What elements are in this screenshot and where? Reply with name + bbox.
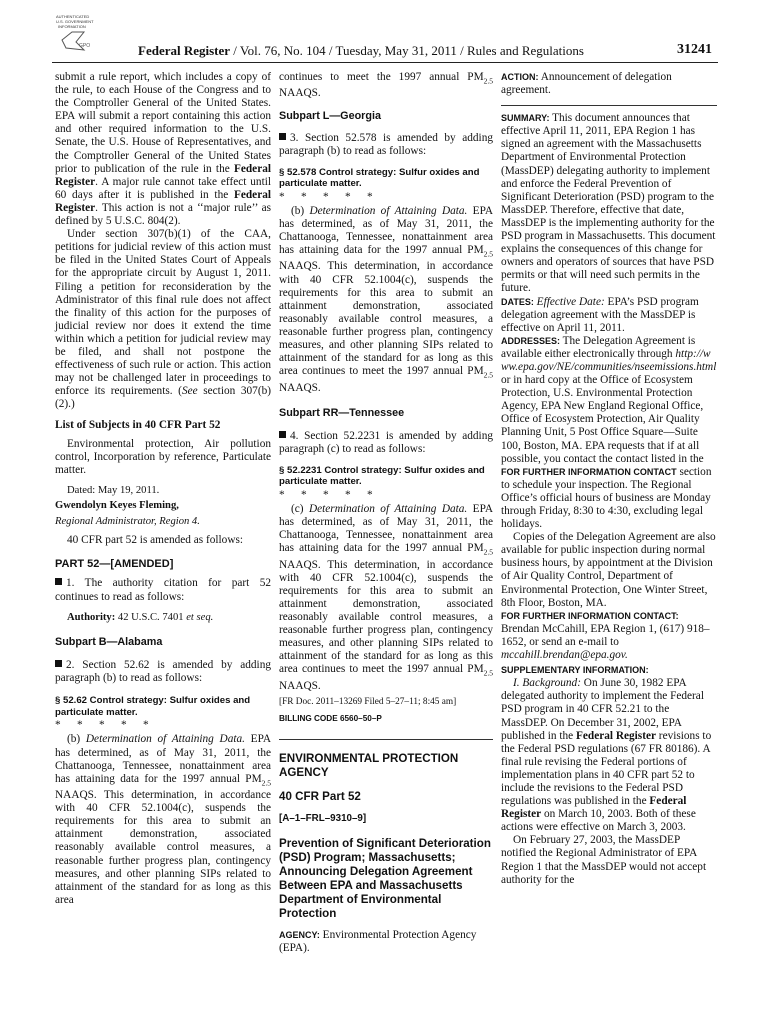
amendatory-text: 40 CFR part 52 is amended as follows: bbox=[67, 534, 244, 547]
background-paragraph: I. Background: On June 30, 1982 EPA delegated authority to implement the Federal PSD program in 40 CFR 52.21 to the MassDEP. On December 31, 2002, EPA published in the Federal Register revisions to the Federal PSD regulations (67 FR 80186). A final rule revising the Federal portions of implementation plans in 40 CFR part 52 to include the revisions to the Federal PSD regulations was published in the Federal Register on March 10, 2003. Both of these actions were effective on March 3, 2003. bbox=[501, 677, 712, 834]
ellipsis-stars: * * * * * bbox=[279, 488, 373, 501]
paragraph: continues to meet the 1997 annual $PM_{2.5}$ NAAQS. bbox=[279, 71, 493, 100]
bullet-square-icon bbox=[55, 578, 62, 585]
instruction-2: 2. Section 52.62 is amended by adding paragraph (b) to read as follows: bbox=[55, 659, 271, 685]
instruction-3: 3. Section 52.578 is amended by adding paragraph (b) to read as follows: bbox=[279, 131, 493, 157]
paragraph-b: (b) Determination of Attaining Data. EPA has determined, as of May 31, 2011, the Chattanooga, Tennessee, nonattainment area has attaining data for the 1997 annual $PM_{2.5}$ NAAQS. This determination, in accordance with 40 CFR 52.1004(c), suspends the requirements for this area to submit an attainment demonstration, associated reasonably available control measures, a reasonable further progress plan, contingency measures, and other planning SIPs related to attainment of the standard for as long as this area continues to meet the 1997 annual $PM_{2.5}$ NAAQS. bbox=[279, 204, 493, 394]
action-line: ACTION: Announcement of delegation agreement. bbox=[501, 71, 672, 97]
bullet-square-icon bbox=[55, 660, 62, 667]
billing-code: BILLING CODE 6560–50–P bbox=[279, 713, 382, 723]
document-title: Prevention of Significant Deterioration (PSD) Program; Massachusetts; Announcing Delegation Agreement Between EPA and Massachusetts Department of Environmental Protection bbox=[279, 837, 491, 920]
section-heading-52-2231: § 52.2231 Control strategy: Sulfur oxides and particulate matter. bbox=[279, 464, 485, 488]
cfr-part-heading: 40 CFR Part 52 bbox=[279, 789, 361, 803]
summary: SUMMARY: This document announces that effective April 11, 2011, EPA Region 1 has signed an agreement with the Massachusetts Department of Environmental Protection (MassDEP) delegating authority to implement and enforce the Federal Prevention of Significant Deterioration (PSD) program to the MassDEP. Therefore, effective that date, MassDEP is the implementing authority for the PSD program in Massachusetts. This document explains the consequences of this change for owners and operators of sources that have PSD permits or that will need such permits in the future. bbox=[501, 112, 716, 295]
subpart-l-heading: Subpart L—Georgia bbox=[279, 110, 381, 123]
ellipsis-stars: * * * * * bbox=[55, 719, 149, 732]
copies-paragraph: Copies of the Delegation Agreement are also available for public inspection during normal business hours, by appointment at the Division of Air Quality Control, Department of Environmental Protection, One Winter Street, 8th Floor, Boston, MA. bbox=[501, 531, 716, 609]
email-link[interactable]: mccahill.brendan@epa.gov. bbox=[501, 649, 628, 662]
svg-text:AUTHENTICATED: AUTHENTICATED bbox=[56, 14, 90, 19]
subpart-rr-heading: Subpart RR—Tennessee bbox=[279, 406, 405, 419]
dates: DATES: Effective Date: EPA’s PSD program delegation agreement with the MassDEP is effective on April 11, 2011. bbox=[501, 295, 699, 334]
signer-title: Regional Administrator, Region 4. bbox=[55, 515, 200, 527]
column-3 bbox=[501, 71, 717, 887]
section-divider bbox=[501, 105, 717, 106]
part-heading: PART 52—[AMENDED] bbox=[55, 558, 174, 571]
subpart-b-heading: Subpart B—Alabama bbox=[55, 636, 163, 649]
docket-number: [A–1–FRL–9310–9] bbox=[279, 812, 367, 824]
bullet-square-icon bbox=[279, 431, 286, 438]
subjects-heading: List of Subjects in 40 CFR Part 52 bbox=[55, 419, 221, 432]
further-information: FOR FURTHER INFORMATION CONTACT: Brendan McCahill, EPA Region 1, (617) 918–1652, or send an e-mail to mccahill.brendan@epa.gov. bbox=[501, 610, 710, 662]
addresses-link[interactable]: http://www.epa.gov/NE/communities/nseemissions.html bbox=[501, 347, 717, 373]
gpo-authenticated-seal-icon bbox=[54, 12, 102, 54]
agency-heading: ENVIRONMENTAL PROTECTION AGENCY bbox=[279, 751, 459, 779]
bullet-square-icon bbox=[279, 133, 286, 140]
column-2 bbox=[279, 71, 493, 955]
section-heading-52-62: § 52.62 Control strategy: Sulfur oxides and particulate matter. bbox=[55, 695, 251, 718]
paragraph: Under section 307(b)(1) of the CAA, petitions for judicial review of this action must be filed in the United States Court of Appeals for the appropriate circuit by August 1, 2011. Filing a petition for reconsideration by the Administrator of this final rule does not affect the finality of this action for the purposes of judicial review nor does it extend the time within which a petition for judicial review may be filed, and shall not postpone the effectiveness of such rule or action. This action may not be challenged later in proceedings to enforce its requirements. (See section 307(b)(2).) bbox=[55, 228, 271, 411]
svg-text:INFORMATION: INFORMATION bbox=[58, 24, 86, 29]
header-rule bbox=[52, 62, 718, 63]
svg-text:U.S. GOVERNMENT: U.S. GOVERNMENT bbox=[56, 19, 94, 24]
page-header bbox=[52, 6, 718, 62]
dated: Dated: May 19, 2011. bbox=[67, 484, 160, 496]
agency-line: AGENCY: Environmental Protection Agency (EPA). bbox=[279, 929, 477, 955]
authority-citation: Authority: 42 U.S.C. 7401 et seq. bbox=[67, 611, 214, 623]
instruction-1: 1. The authority citation for part 52 continues to read as follows: bbox=[55, 577, 271, 603]
paragraph: submit a rule report, which includes a copy of the rule, to each House of the Congress and to the Comptroller General of the United States. EPA will submit a report containing this action and other required information to the U.S. Senate, the U.S. House of Representatives, and the Comptroller General of the United States prior to publication of the rule in the Federal Register. A major rule cannot take effect until 60 days after it is published in the Federal Register. This action is not a ‘‘major rule’’ as defined by 5 U.S.C. 804(2). bbox=[55, 71, 271, 228]
page-number: 31241 bbox=[677, 42, 712, 57]
february-paragraph: On February 27, 2003, the MassDEP notified the Regional Administrator of EPA Region 1 that the MassDEP would not accept authority for the bbox=[501, 834, 707, 886]
section-heading-52-578: § 52.578 Control strategy: Sulfur oxides and particulate matter. bbox=[279, 166, 480, 190]
svg-text:GPO: GPO bbox=[79, 43, 91, 49]
fr-doc-line: [FR Doc. 2011–13269 Filed 5–27–11; 8:45 am] bbox=[279, 696, 457, 707]
subjects-text: Environmental protection, Air pollution control, Incorporation by reference, Particulate matter. bbox=[55, 437, 271, 476]
paragraph-b: (b) Determination of Attaining Data. EPA has determined, as of May 31, 2011, the Chattanooga, Tennessee, nonattainment area has attaining data for the 1997 annual $PM_{2.5}$ NAAQS. This determination, in accordance with 40 CFR 52.1004(c), suspends the requirements for this area to submit an attainment demonstration, associated reasonably available control measures, a reasonable further progress plan, contingency measures, and other planning SIPs related to attainment of the standard for as long as this area bbox=[55, 733, 271, 906]
ellipsis-stars: * * * * * bbox=[279, 190, 373, 203]
instruction-4: 4. Section 52.2231 is amended by adding paragraph (c) to read as follows: bbox=[279, 429, 493, 455]
supplementary-label: SUPPLEMENTARY INFORMATION: bbox=[501, 665, 649, 676]
paragraph-c: (c) Determination of Attaining Data. EPA has determined, as of May 31, 2011, the Chattanooga, Tennessee, nonattainment area has attaining data for the 1997 annual $PM_{2.5}$ NAAQS. This determination, in accordance with 40 CFR 52.1004(c), suspends the requirements for this area to submit an attainment demonstration, associated reasonably available control measures, a reasonable further progress plan, contingency measures, and other planning SIPs related to attainment of the standard for as long as this area continues to meet the 1997 annual $PM_{2.5}$ NAAQS. bbox=[279, 503, 493, 692]
running-head: Federal Register / Vol. 76, No. 104 / Tuesday, May 31, 2011 / Rules and Regulations bbox=[138, 43, 584, 58]
signer-name: Gwendolyn Keyes Fleming, bbox=[55, 500, 179, 512]
addresses: ADDRESSES: The Delegation Agreement is available either electronically through http://www.epa.gov/NE/communities/nseemissions.html or in hard copy at the Office of Ecosystem Protection, U.S. Environmental Protection Agency, EPA New England Regional Office, Office of Ecosystem Protection, Air Quality Planning Unit, 5 Post Office Square—Suite 100, Boston, MA. EPA requests that if at all possible, you contact the contact listed in the FOR FURTHER INFORMATION CONTACT section to schedule your inspection. The Regional Office’s official hours of business are Monday through Friday, 8:30 to 4:30, excluding legal holidays. bbox=[501, 334, 717, 531]
column-1 bbox=[55, 71, 271, 907]
document-divider bbox=[279, 739, 493, 740]
